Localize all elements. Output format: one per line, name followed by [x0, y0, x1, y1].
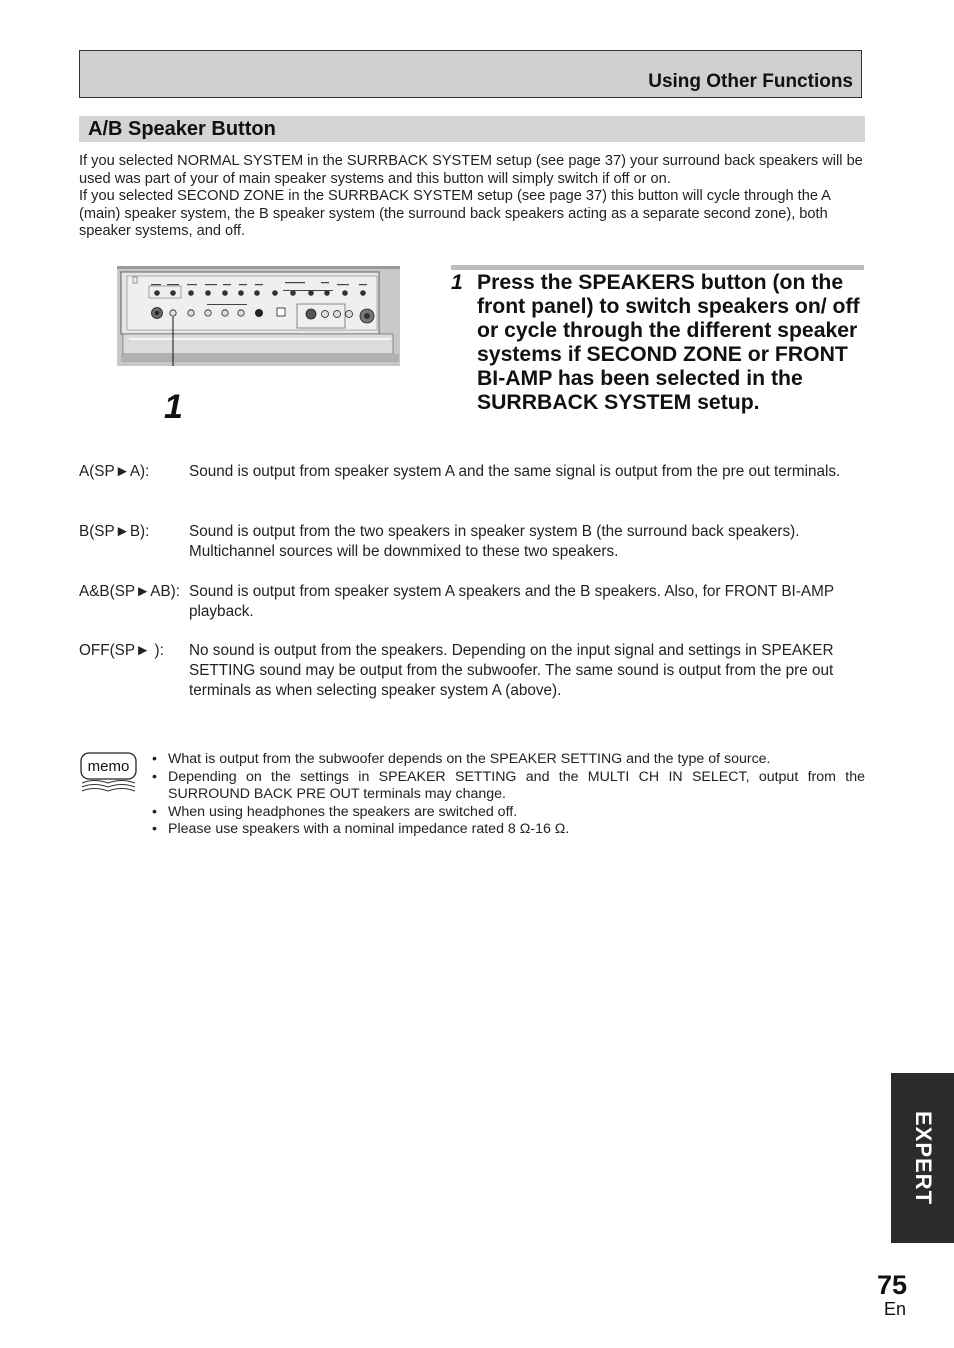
section-bar — [79, 116, 865, 142]
step-text: Press the SPEAKERS button (on the front panel) to switch speakers on/ off or cycle through the different speaker systems if SECOND ZONE or FRONT BI-AMP has been selected in the SURRBACK SYSTEM setup. — [477, 271, 860, 414]
memo-label: memo — [87, 758, 130, 775]
section-title: A/B Speaker Button — [88, 118, 276, 140]
memo-note: • Depending on the settings in SPEAKER SETTING and the MULTI CH IN SELECT, output from the SURROUND BACK PRE OUT terminals may change. — [152, 768, 865, 803]
memo-icon — [79, 750, 138, 794]
definition-desc: Sound is output from speaker system A and the same signal is output from the pre out terminals. — [189, 463, 841, 480]
definition-desc: Sound is output from speaker system A speakers and the B speakers. Also, for FRONT BI-AMP playback. — [189, 583, 834, 620]
page-number: 75 — [876, 1270, 907, 1300]
side-tab-label: EXPERT — [910, 1110, 936, 1206]
page-language: En — [883, 1299, 906, 1319]
side-tab-expert[interactable] — [891, 1073, 954, 1243]
front-panel-illustration — [117, 266, 400, 366]
definition-term: B(SP►B): — [79, 523, 150, 540]
memo-note: • When using headphones the speakers are switched off. — [152, 803, 518, 820]
callout-number: 1 — [164, 388, 183, 426]
step-number: 1 — [451, 271, 463, 294]
definition-term: A&B(SP►AB): — [79, 583, 180, 600]
definition-desc: No sound is output from the speakers. Depending on the input signal and settings in SPEAKER SETTING sound may be output from the subwoofer. The same sound is output from the pre out terminals as when selecting speaker system A (above). — [189, 642, 834, 699]
intro-text — [79, 153, 865, 241]
definition-desc: Sound is output from the two speakers in speaker system B (the surround back speakers). Multichannel sources will be downmixed to these two speakers. — [189, 523, 800, 560]
definition-term: OFF(SP► ): — [79, 642, 164, 659]
header-banner — [79, 50, 862, 98]
memo-notes — [152, 751, 865, 839]
definition-term: A(SP►A): — [79, 463, 150, 480]
intro-paragraph: If you selected NORMAL SYSTEM in the SURRBACK SYSTEM setup (see page 37) your surround back speakers will be used was part of your of main speaker systems and this button will simply switch if off or on. — [79, 153, 863, 187]
header-title: Using Other Functions — [648, 71, 853, 92]
intro-paragraph: If you selected SECOND ZONE in the SURRBACK SYSTEM setup (see page 37) this button will cycle through the A (main) speaker system, the B speaker system (the surround back speakers acting as a separate second zone), both speaker systems, and off. — [79, 188, 831, 240]
step-rule — [451, 265, 864, 270]
memo-note: • What is output from the subwoofer depends on the SPEAKER SETTING and the type of source. — [152, 751, 771, 767]
memo-note: • Please use speakers with a nominal impedance rated 8 Ω-16 Ω. — [152, 821, 570, 838]
